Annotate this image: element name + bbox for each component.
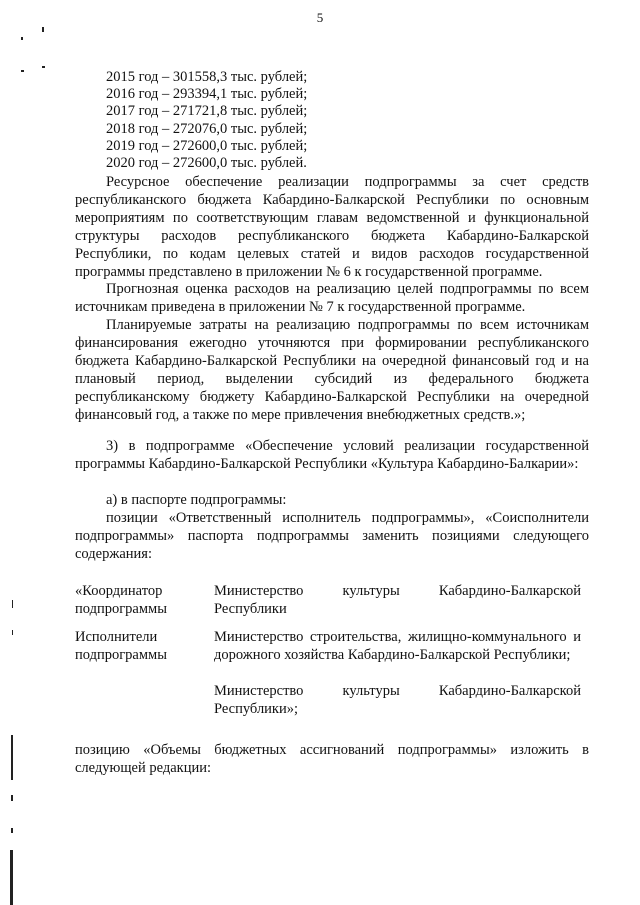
scan-mark [42,27,44,32]
paragraph-text: позицию «Объемы бюджетных ассигнований подпрограммы» изложить в следующей редакции: [75,742,589,776]
paragraph-passport [75,491,589,509]
paragraph-forecast [75,280,589,316]
year-line: 2020 год – 272600,0 тыс. рублей. [106,155,307,172]
paragraph-text: Ресурсное обеспечение реализации подпрограммы за счет средств республиканского бюджета Кабардино-Балкарской Республики по основным мероприятиям по соответствующим главам ведомственной и функциональной структуры расходов республиканского бюджета Кабардино-Балкарской Республики, по кодам целевых статей и видов расходов государственной программы представлено в приложении № 6 к государственной программе. [75,174,589,280]
scan-mark [21,70,24,72]
scan-mark [12,600,13,608]
paragraph-text: позиции «Ответственный исполнитель подпрограммы», «Соисполнители подпрограммы» паспорта подпрограммы заменить позициями следующего содержания: [75,510,589,562]
scan-mark [11,828,13,833]
page-number: 5 [316,10,324,25]
year-line: 2018 год – 272076,0 тыс. рублей; [106,120,308,137]
table-value-executors-a: Министерство строительства, жилищно-коммунального и дорожного хозяйства Кабардино-Балкарской Республики; [214,629,581,663]
table-value-executors-b: Министерство культуры Кабардино-Балкарской Республики»; [214,683,581,717]
paragraph-resource-provision [75,173,589,281]
paragraph-text: 3) в подпрограмме «Обеспечение условий реализации государственной программы Кабардино-Балкарской Республики «Культура Кабардино-Балкарии»: [75,438,589,472]
scan-mark [21,37,23,40]
year-line: 2015 год – 301558,3 тыс. рублей; [106,69,308,85]
table-label-executors: Исполнители подпрограммы [75,629,167,663]
table-value-coordinator: Министерство культуры Кабардино-Балкарской Республики [214,583,581,617]
paragraph-text: а) в паспорте подпрограммы: [106,492,287,508]
funding-by-year-list [106,69,307,172]
paragraph-budget-volumes [75,741,589,777]
paragraph-text: Прогнозная оценка расходов на реализацию целей подпрограммы по всем источникам приведена в приложении № 7 к государственной программе. [75,281,589,315]
year-line: 2019 год – 272600,0 тыс. рублей; [106,137,308,154]
paragraph-positions [75,509,589,563]
paragraph-subprogram-3 [75,437,589,473]
year-line: 2017 год – 271721,8 тыс. рублей; [106,103,308,120]
paragraph-text: Планируемые затраты на реализацию подпрограммы по всем источникам финансирования ежегодно уточняются при формировании республиканского бюджета Кабардино-Балкарской Республики на очередной финансовый год и на плановый период, выделении субсидий из федерального бюджета республиканскому бюджету Кабардино-Балкарской Республики на очередной финансовый год, а также по мере привлечения внебюджетных средств.»; [75,317,589,423]
scan-mark [10,850,13,905]
paragraph-planned-costs [75,316,589,424]
table-label-coordinator: «Координатор подпрограммы [75,583,167,617]
scan-mark [12,630,13,635]
scan-mark [11,735,13,780]
scan-mark [11,795,13,801]
year-line: 2016 год – 293394,1 тыс. рублей; [106,86,308,103]
scan-mark [42,66,45,68]
